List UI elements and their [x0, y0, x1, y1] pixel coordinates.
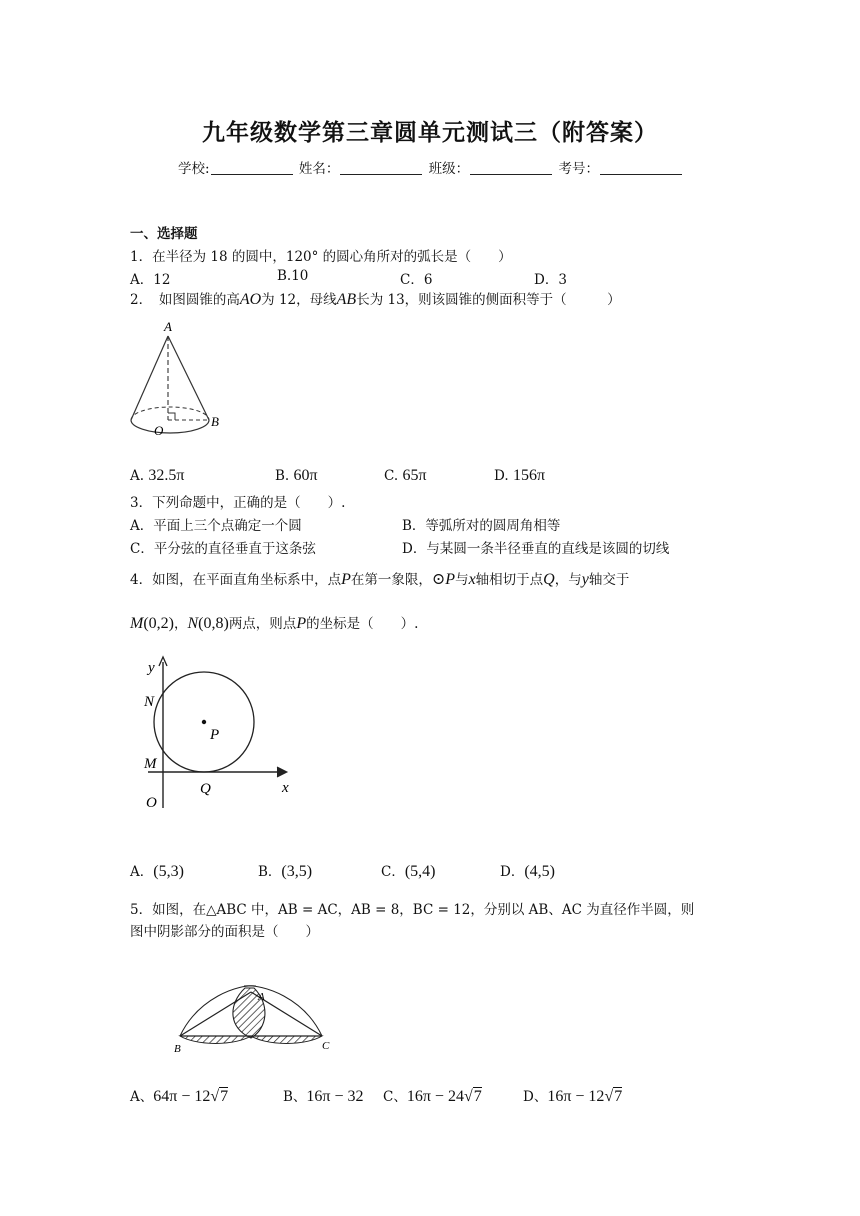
q4-text-e: ，与: [554, 572, 582, 588]
q4-x: x: [468, 571, 476, 588]
q5-a-root: 7: [220, 1088, 229, 1105]
q4-text-l2b: 两点，则点: [228, 616, 297, 632]
right-angle-mark: [168, 413, 175, 420]
q4-text-a: 4．如图，在平面直角坐标系中，点: [130, 572, 342, 588]
q2-d-letter: D.: [494, 468, 509, 484]
q2-c-value: 65π: [402, 467, 427, 484]
label-a: A: [258, 991, 265, 1003]
q2-option-d: [494, 467, 545, 485]
q2-b-value: 60π: [293, 467, 318, 484]
q2-a-value: 32.5π: [148, 467, 185, 484]
q2-option-a: [130, 467, 184, 485]
name-label: 姓名：: [298, 161, 340, 177]
q5-option-d: D、16π − 12√7: [523, 1088, 623, 1105]
q4-text-l2c: 的坐标是（ ）.: [306, 616, 419, 632]
question-5-line2: 图中阴影部分的面积是（ ）: [130, 924, 319, 940]
q4-option-d: [500, 860, 555, 881]
q5-d-expr: 16π − 12: [547, 1088, 605, 1105]
question-4-line2: [130, 612, 418, 633]
q2-option-b: [275, 467, 318, 485]
class-label: 班级：: [428, 161, 470, 177]
q5-b-expr: 16π − 32: [306, 1088, 364, 1105]
q5-option-c: C、16π − 24√7: [383, 1088, 482, 1105]
q2-text-pre: 2． 如图圆锥的高: [130, 292, 240, 308]
student-info-line: [178, 157, 684, 177]
label-c: C: [322, 1040, 330, 1052]
cone-label-a: A: [164, 319, 172, 334]
semicircles-figure: [168, 978, 338, 1052]
q4-n-coord: (0,8): [198, 615, 229, 632]
school-label: 学校:: [178, 161, 210, 177]
q1-option-d: D．3: [534, 272, 567, 288]
question-2-text: [130, 288, 621, 309]
q4-text-l2a: ，: [173, 616, 188, 632]
cone-right-slant: [168, 336, 209, 420]
shaded-lower-right: [251, 1036, 322, 1043]
q5-a-letter: A、: [130, 1089, 154, 1105]
q5-c-root: 7: [473, 1088, 482, 1105]
shaded-lower-left: [180, 1036, 251, 1043]
q4-a-value: (5,3): [153, 863, 184, 880]
q4-p-2: P: [296, 615, 307, 632]
label-y: y: [148, 660, 155, 676]
q4-d-value: (4,5): [524, 863, 555, 880]
q2-text-mid1: 为 12，母线: [261, 292, 337, 308]
class-blank: [470, 161, 552, 175]
label-q: Q: [200, 781, 211, 797]
q4-m-coord: (0,2): [143, 615, 174, 632]
q4-circle-p: ⊙P: [431, 571, 456, 588]
q1-option-c: C．6: [400, 272, 433, 288]
q2-ao: AO: [239, 291, 262, 308]
cone-base-front: [131, 420, 209, 433]
q3-option-b: B．等弧所对的圆周角相等: [402, 518, 561, 534]
q2-c-letter: C.: [384, 468, 399, 484]
q4-text-f: 轴交于: [588, 572, 630, 588]
q5-d-root: 7: [614, 1088, 623, 1105]
cone-figure: [124, 316, 234, 440]
q4-b-value: (3,5): [281, 863, 313, 880]
q1-option-a: A．12: [130, 272, 171, 288]
q2-b-letter: B.: [275, 468, 290, 484]
center-point-p: [202, 720, 206, 724]
school-blank: [211, 161, 293, 175]
q2-ab: AB: [336, 291, 357, 308]
section-heading: 一、选择题: [130, 226, 198, 242]
label-b: B: [174, 1043, 181, 1052]
question-4-line1: [130, 568, 629, 589]
question-3-text: 3．下列命题中，正确的是（ ）.: [130, 495, 346, 511]
q4-d-letter: D．: [500, 864, 525, 880]
q4-option-b: [258, 860, 312, 881]
q4-text-b: 在第一象限，: [350, 572, 432, 588]
page-title: 九年级数学第三章圆单元测试三（附答案）: [202, 120, 658, 146]
q3-option-c: C．平分弦的直径垂直于这条弦: [130, 541, 316, 557]
cone-label-o: O: [154, 423, 164, 438]
name-blank: [340, 161, 422, 175]
cone-label-b: B: [211, 414, 219, 429]
q4-q: Q: [543, 571, 555, 588]
label-o: O: [146, 795, 157, 811]
q4-c-letter: C．: [381, 864, 405, 880]
q4-option-a: [130, 860, 184, 881]
q4-text-c: 与: [455, 572, 469, 588]
q5-a-expr: 64π − 12: [153, 1088, 211, 1105]
question-5-line1: 5．如图，在△ABC 中，AB = AC，AB = 8，BC = 12，分别以 AB、AC 为直径作半圆，则: [130, 902, 695, 918]
q4-a-letter: A．: [130, 864, 154, 880]
q2-option-c: [384, 467, 427, 485]
q3-option-a: A．平面上三个点确定一个圆: [130, 518, 302, 534]
q5-option-a: A、64π − 12√7: [130, 1088, 229, 1105]
question-1-text: 1．在半径为 18 的圆中，120° 的圆心角所对的弧长是（ ）: [130, 249, 512, 265]
q1-option-b: B.10: [277, 268, 309, 284]
q4-text-d: 轴相切于点: [475, 572, 544, 588]
q4-m: M: [130, 615, 144, 632]
exam-no-label: 考号：: [558, 161, 599, 177]
q4-option-c: [381, 860, 436, 881]
exam-no-blank: [600, 161, 682, 175]
label-p: P: [210, 727, 220, 743]
q4-n: N: [187, 615, 199, 632]
q5-b-letter: B、: [283, 1089, 307, 1105]
x-axis-arrow: [277, 767, 287, 777]
q4-b-letter: B．: [258, 864, 282, 880]
q4-c-value: (5,4): [404, 863, 436, 880]
q5-c-expr: 16π − 24: [406, 1088, 464, 1105]
q5-d-letter: D、: [523, 1089, 548, 1105]
q4-y: y: [581, 571, 589, 588]
q5-option-b: [283, 1085, 364, 1106]
coordinate-figure: [140, 650, 310, 820]
q2-d-value: 156π: [512, 467, 546, 484]
q3-option-d: D．与某圆一条半径垂直的直线是该圆的切线: [402, 541, 670, 557]
label-m: M: [144, 756, 157, 772]
q5-c-letter: C、: [383, 1089, 407, 1105]
q2-a-letter: A.: [130, 468, 145, 484]
label-n: N: [144, 694, 155, 710]
q2-text-mid2: 长为 13，则该圆锥的侧面积等于（ ）: [356, 292, 621, 308]
label-x: x: [282, 780, 289, 796]
q4-p: P: [341, 571, 351, 588]
